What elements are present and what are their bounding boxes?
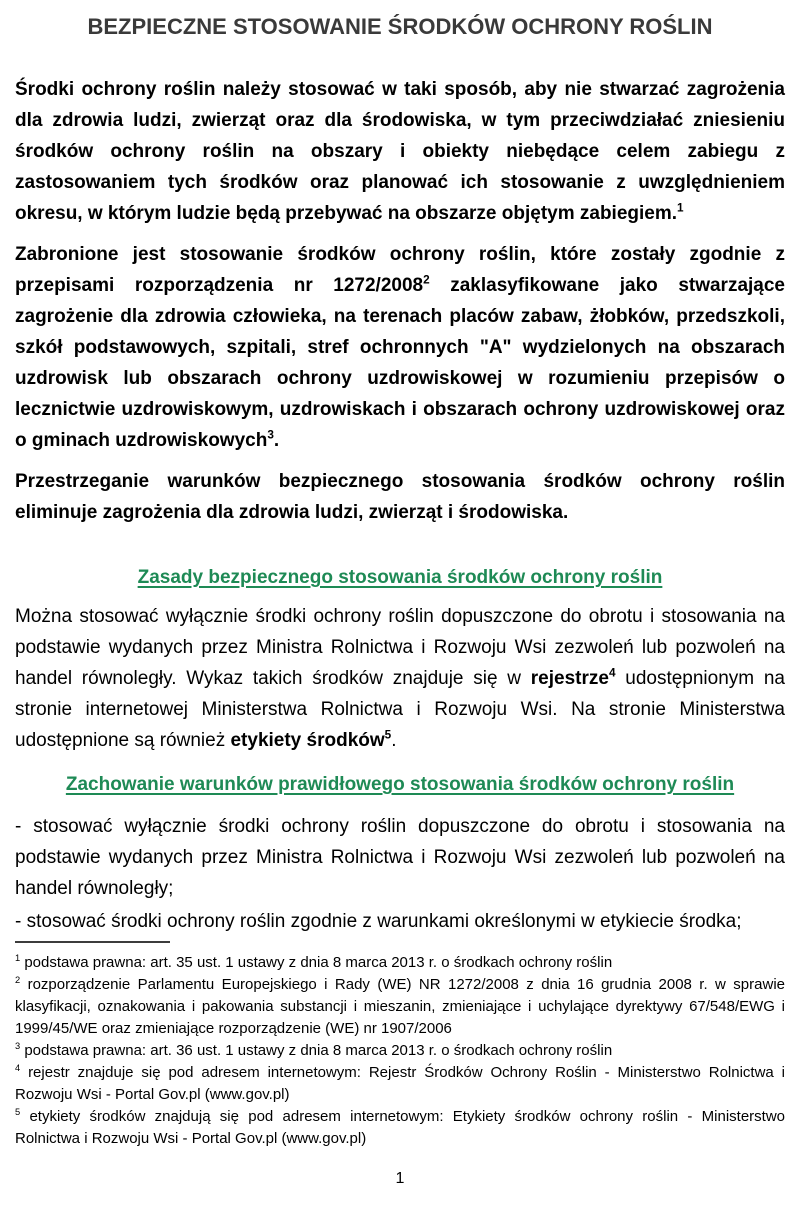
prohibition-paragraph (15, 239, 785, 456)
footnote-ref-5: 5 (384, 728, 392, 742)
register-bold-term: rejestrze (530, 668, 609, 689)
footnote-text: rozporządzenie Parlamentu Europejskiego i Rady (WE) NR 1272/2008 z dnia 16 grudnia 2008 r. w sprawie klasyfikacji, oznakowania i pakowania substancji i mieszanin, zmieniające i uchylające dyrektywy 67/548/EWG i 1999/45/WE oraz zmieniające rozporządzenie (WE) nr 1907/2006 (15, 976, 785, 1037)
footnote-2 (15, 974, 785, 1040)
footnote-4 (15, 1062, 785, 1106)
footnote-number: 1 (15, 953, 21, 963)
text-segment: Można stosować wyłącznie środki ochrony roślin dopuszczone do obrotu i stosowania na podstawie wydanych przez Ministra Rolnictwa i Rozwoju Wsi zezwoleń lub pozwoleń na handel równoległy. Wykaz takich środków znajduje się w (15, 606, 785, 689)
register-paragraph (15, 601, 785, 756)
bullet-paragraph-2: - stosować środki ochrony roślin zgodnie z warunkami określonymi w etykiecie środka; (15, 911, 742, 932)
footnote-number: 3 (15, 1041, 21, 1051)
footnote-3 (15, 1040, 785, 1062)
text-segment: udostępnionym na stronie internetowej Ministerstwa Rolnictwa i Rozwoju Wsi. Na stronie Ministerstwa udostępnione są również (15, 668, 786, 751)
footnote-1 (15, 952, 785, 974)
text-segment: . (273, 430, 280, 451)
text-segment: . (391, 730, 397, 751)
footnote-number: 5 (15, 1107, 21, 1117)
footnote-separator (15, 941, 170, 943)
footnote-text: etykiety środków znajdują się pod adresem internetowym: Etykiety środków ochrony roślin - Ministerstwo Rolnictwa i Rozwoju Wsi - Portal Gov.pl (www.gov.pl) (15, 1108, 785, 1147)
footnote-ref-2: 2 (423, 273, 430, 287)
bullet-paragraph-1: - stosować wyłącznie środki ochrony roślin dopuszczone do obrotu i stosowania na podstawie wydanych przez Ministra Rolnictwa i Rozwoju Wsi zezwoleń lub pozwoleń na handel równoległy; (15, 816, 785, 899)
document-title: BEZPIECZNE STOSOWANIE ŚRODKÓW OCHRONY ROŚLIN (87, 14, 713, 39)
section-heading-zachowanie: Zachowanie warunków prawidłowego stosowania środków ochrony roślin (65, 774, 735, 795)
footnote-number: 4 (15, 1063, 21, 1073)
page-number: 1 (395, 1170, 405, 1187)
footnotes-section (15, 952, 785, 1150)
footnote-number: 2 (15, 975, 21, 985)
footnote-text: podstawa prawna: art. 36 ust. 1 ustawy z dnia 8 marca 2013 r. o środkach ochrony roślin (24, 1042, 613, 1059)
text-segment: Środki ochrony roślin należy stosować w taki sposób, aby nie stwarzać zagrożenia dla zdrowia ludzi, zwierząt oraz dla środowiska, w tym przeciwdziałać zniesieniu środków ochrony roślin na obszary i obiekty niebędące celem zabiegu z zastosowaniem tych środków oraz planować ich stosowanie z uwzględnieniem okresu, w którym ludzie będą przebywać na obszarze objętym zabiegiem. (15, 79, 785, 224)
footnote-text: podstawa prawna: art. 35 ust. 1 ustawy z dnia 8 marca 2013 r. o środkach ochrony roślin (24, 954, 613, 971)
text-segment: Zabronione jest stosowanie środków ochrony roślin, które zostały zgodnie z przepisami rozporządzenia nr 1272/2008 (15, 244, 785, 296)
text-segment: zaklasyfikowane jako stwarzające zagrożenie dla zdrowia człowieka, na terenach placów zabaw, żłobków, przedszkoli, szkół podstawowych, szpitali, stref ochronnych "A" wydzielonych na obszarach uzdrowisk lub obszarach ochrony uzdrowiskowej w rozumieniu przepisów o lecznictwie uzdrowiskowym, uzdrowiskach i obszarach ochrony uzdrowiskowej oraz o gminach uzdrowiskowych (15, 275, 785, 451)
section-heading-zasady: Zasady bezpiecznego stosowania środków ochrony roślin (137, 567, 663, 588)
footnote-ref-1: 1 (677, 201, 684, 215)
footnote-text: rejestr znajduje się pod adresem internetowym: Rejestr Środków Ochrony Roślin - Ministerstwo Rolnictwa i Rozwoju Wsi - Portal Gov.pl (www.gov.pl) (15, 1064, 785, 1103)
compliance-paragraph: Przestrzeganie warunków bezpiecznego stosowania środków ochrony roślin eliminuje zagrożenia dla zdrowia ludzi, zwierząt i środowiska. (15, 471, 785, 523)
labels-bold-term: etykiety środków (230, 730, 385, 751)
footnote-ref-4: 4 (608, 666, 616, 680)
intro-paragraph (15, 74, 785, 229)
footnote-5 (15, 1106, 785, 1150)
footnote-ref-3: 3 (267, 428, 274, 442)
